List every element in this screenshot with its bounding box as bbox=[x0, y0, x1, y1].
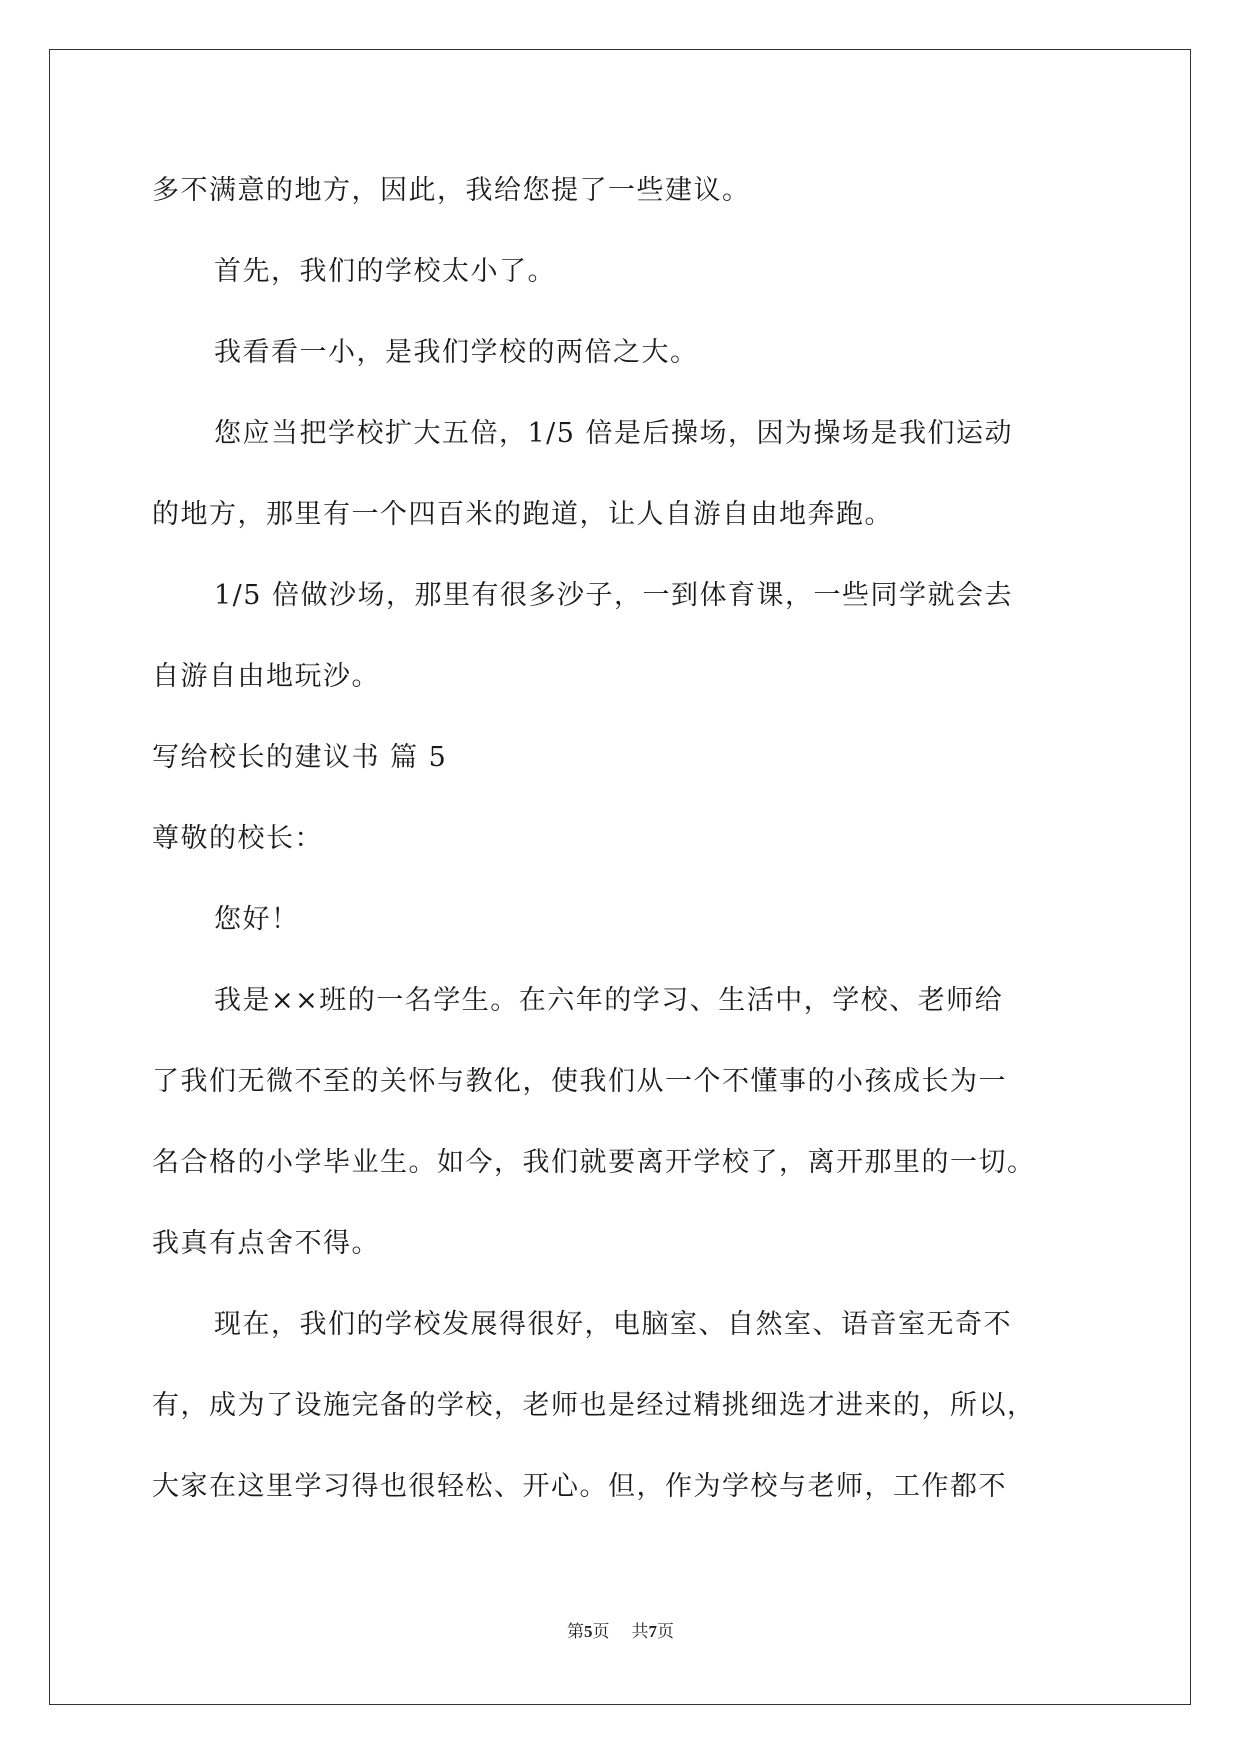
total-prefix: 共 bbox=[631, 1622, 649, 1641]
paragraph-line: 首先，我们的学校太小了。 bbox=[214, 256, 556, 287]
paragraph-line: 了我们无微不至的关怀与教化，使我们从一个不懂事的小孩成长为一 bbox=[152, 1066, 1007, 1097]
paragraph-line: 大家在这里学习得也很轻松、开心。但，作为学校与老师，工作都不 bbox=[152, 1471, 1007, 1502]
paragraph-line: 多不满意的地方，因此，我给您提了一些建议。 bbox=[152, 175, 751, 206]
paragraph-line: 名合格的小学毕业生。如今，我们就要离开学校了，离开那里的一切。 bbox=[152, 1147, 1036, 1178]
paragraph-line: 自游自由地玩沙。 bbox=[152, 661, 380, 692]
paragraph-line: 我看看一小，是我们学校的两倍之大。 bbox=[214, 337, 699, 368]
section-heading: 写给校长的建议书 篇 5 bbox=[152, 742, 448, 773]
page-current: 5 bbox=[584, 1622, 593, 1641]
page-prefix: 第 bbox=[567, 1622, 584, 1641]
salutation: 尊敬的校长： bbox=[152, 823, 323, 854]
greeting: 您好！ bbox=[214, 904, 300, 935]
paragraph-line: 有，成为了设施完备的学校，老师也是经过精挑细选才进来的，所以， bbox=[152, 1390, 1036, 1421]
paragraph-line: 您应当把学校扩大五倍，1/5 倍是后操场，因为操场是我们运动 bbox=[214, 418, 1014, 449]
page-suffix: 页 bbox=[592, 1622, 610, 1641]
paragraph-line: 现在，我们的学校发展得很好，电脑室、自然室、语音室无奇不 bbox=[214, 1309, 1012, 1340]
page-footer bbox=[0, 1620, 1241, 1644]
paragraph-line: 我是××班的一名学生。在六年的学习、生活中，学校、老师给 bbox=[214, 985, 1004, 1016]
page-total: 7 bbox=[648, 1622, 657, 1641]
paragraph-line: 1/5 倍做沙场，那里有很多沙子，一到体育课，一些同学就会去 bbox=[214, 580, 1014, 611]
paragraph-line: 我真有点舍不得。 bbox=[152, 1228, 380, 1259]
total-suffix: 页 bbox=[657, 1622, 674, 1641]
page-border bbox=[49, 49, 1191, 1705]
paragraph-line: 的地方，那里有一个四百米的跑道，让人自游自由地奔跑。 bbox=[152, 499, 893, 530]
